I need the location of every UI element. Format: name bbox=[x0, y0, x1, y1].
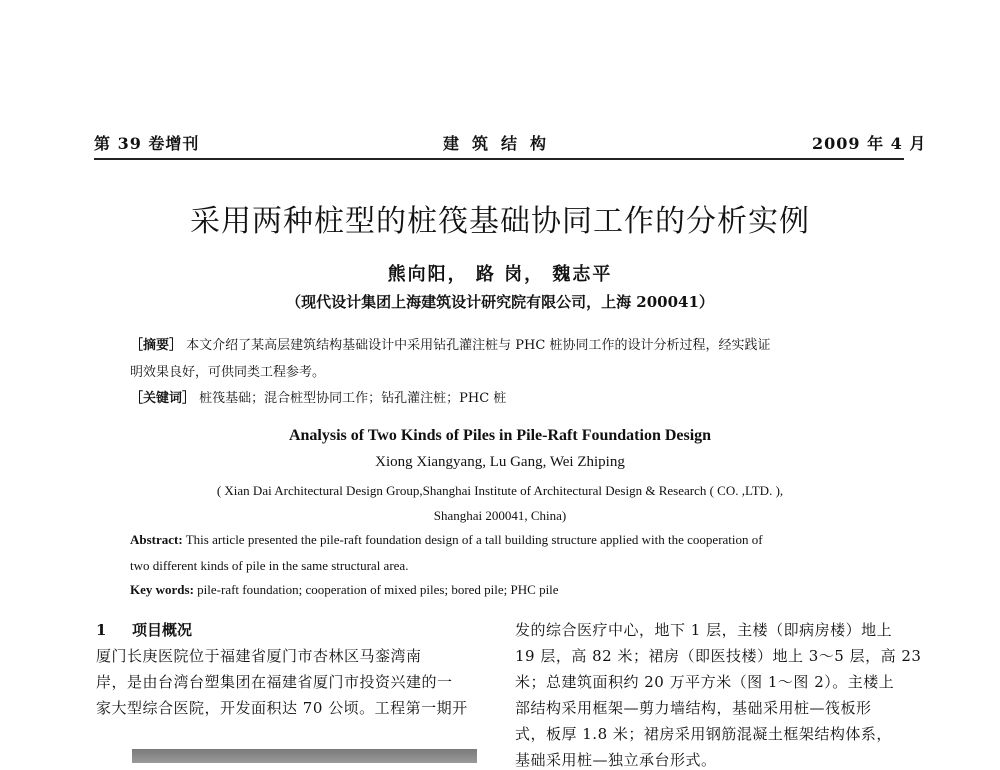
abstract-en-text-1: This article presented the pile-raft foundation design of a tall building structure applied with the cooperation of bbox=[182, 532, 763, 547]
abstract-cn-line-2: 明效果良好，可供同类工程参考。 bbox=[130, 365, 326, 380]
right-column-line-3: 米；总建筑面积约 20 万平方米（图 1～图 2）。主楼上 bbox=[515, 673, 895, 691]
abstract-en-line-2: two different kinds of pile in the same structural area. bbox=[130, 558, 409, 573]
journal-name: 建筑结构 bbox=[443, 134, 560, 153]
keywords-cn-tag: ［关键词］ bbox=[130, 391, 196, 406]
abstract-en-tag: Abstract: bbox=[130, 532, 183, 547]
abstract-cn-line-1 bbox=[130, 334, 770, 353]
abstract-en-line-1 bbox=[130, 532, 763, 548]
keywords-cn-text: 桩筏基础；混合桩型协同工作；钻孔灌注桩；PHC 桩 bbox=[195, 391, 507, 406]
section-title: 项目概况 bbox=[132, 621, 193, 639]
authors-en: Xiong Xiangyang, Lu Gang, Wei Zhiping bbox=[375, 454, 625, 470]
abstract-cn-tag: ［摘要］ bbox=[130, 338, 183, 353]
right-column-line-6: 基础采用桩—独立承台形式。 bbox=[515, 751, 717, 769]
affiliation-en-line-1: ( Xian Dai Architectural Design Group,Shanghai Institute of Architectural Design & Research ( CO. ,LTD. ), bbox=[216, 483, 784, 498]
right-column-line-1: 发的综合医疗中心，地下 1 层，主楼（即病房楼）地上 bbox=[515, 621, 893, 639]
paper-title-en: Analysis of Two Kinds of Piles in Pile-Raft Foundation Design bbox=[288, 427, 712, 444]
keywords-en-tag: Key words: bbox=[130, 582, 194, 597]
figure-1-image bbox=[132, 749, 477, 763]
left-column-line-2: 岸，是由台湾台塑集团在福建省厦门市投资兴建的一 bbox=[96, 673, 453, 691]
right-column-line-5: 式，板厚 1.8 米；裙房采用钢筋混凝土框架结构体系， bbox=[515, 725, 892, 743]
left-column-line-1: 厦门长庚医院位于福建省厦门市杏林区马銮湾南 bbox=[96, 647, 422, 665]
right-column-line-4: 部结构采用框架—剪力墙结构，基础采用桩—筏板形 bbox=[515, 699, 872, 717]
paper-title: 采用两种桩型的桩筏基础协同工作的分析实例 bbox=[190, 204, 810, 239]
keywords-cn bbox=[130, 387, 506, 406]
abstract-cn-text-1: 本文介绍了某高层建筑结构基础设计中采用钻孔灌注桩与 PHC 桩协同工作的设计分析过程，经实践证 bbox=[182, 338, 771, 353]
authors-cn: 熊向阳， 路 岗， 魏志平 bbox=[387, 264, 613, 285]
affiliation-en-line-2: Shanghai 200041, China) bbox=[433, 508, 567, 523]
keywords-en bbox=[130, 582, 559, 598]
keywords-en-text: pile-raft foundation; cooperation of mixed piles; bored pile; PHC pile bbox=[193, 582, 559, 597]
header-rule bbox=[94, 158, 904, 160]
journal-volume: 第 39 卷增刊 bbox=[94, 134, 200, 153]
section-number: 1 bbox=[96, 621, 107, 639]
section-heading bbox=[96, 619, 192, 640]
journal-date: 2009 年 4 月 bbox=[812, 134, 927, 153]
right-column-line-2: 19 层，高 82 米；裙房（即医技楼）地上 3～5 层，高 23 bbox=[515, 647, 922, 665]
affiliation-cn: （现代设计集团上海建筑设计研究院有限公司，上海 200041） bbox=[286, 293, 714, 311]
left-column-line-3: 家大型综合医院，开发面积达 70 公顷。工程第一期开 bbox=[96, 699, 468, 717]
